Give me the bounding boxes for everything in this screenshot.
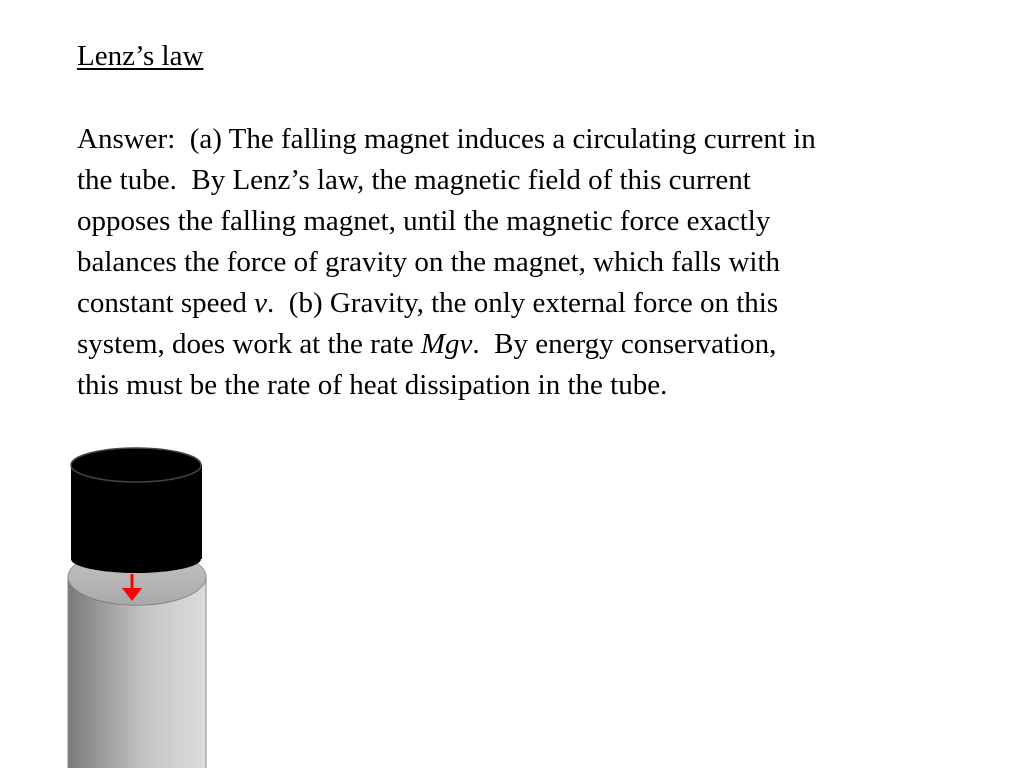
magnet [71, 448, 202, 573]
magnet-tube-figure [60, 440, 220, 768]
power-expression: Mgv [420, 328, 473, 360]
speed-symbol: v [254, 287, 268, 319]
slide-title: Lenz’s law [77, 40, 204, 72]
answer-line: system, does work at the rate Mgv. By energy conservation, [77, 328, 777, 360]
answer-line: this must be the rate of heat dissipation in the tube. [77, 369, 668, 401]
tube [68, 549, 206, 768]
answer-line: the tube. By Lenz’s law, the magnetic field of this current [77, 164, 751, 196]
answer-line: balances the force of gravity on the magnet, which falls with [77, 246, 781, 278]
answer-line: opposes the falling magnet, until the magnetic force exactly [77, 205, 771, 237]
answer-text [77, 119, 977, 406]
answer-line: Answer: (a) The falling magnet induces a circulating current in [77, 123, 816, 155]
answer-line: constant speed v. (b) Gravity, the only external force on this [77, 287, 779, 319]
